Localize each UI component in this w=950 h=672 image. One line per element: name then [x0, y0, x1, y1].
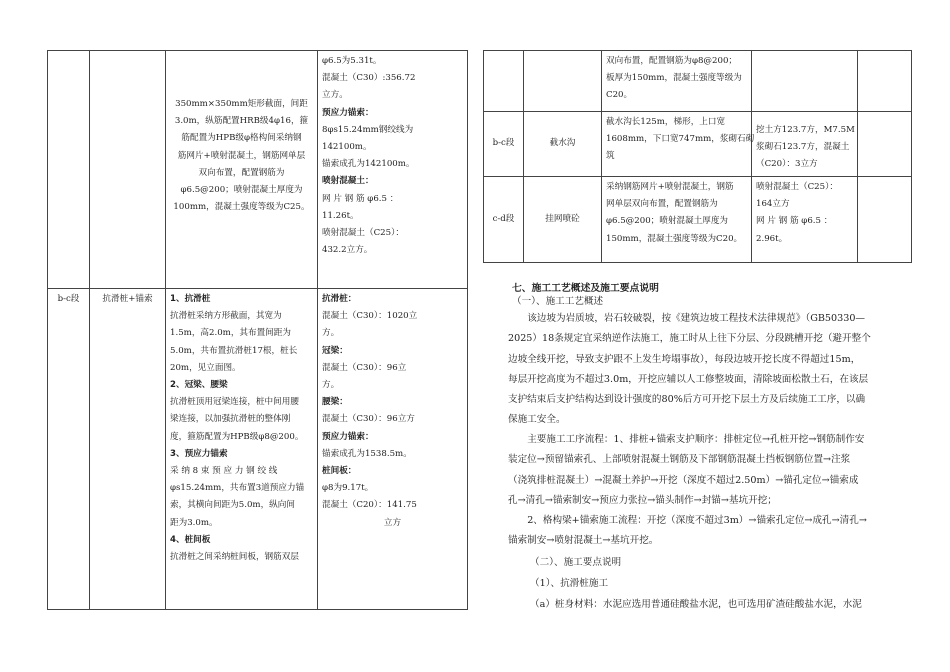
method-line: 3、预应力锚索 [170, 448, 228, 459]
measure-label: 挂网喷砼 [545, 213, 580, 224]
right-table-row-3 [484, 177, 912, 263]
right-row2-qty-cell [752, 112, 858, 177]
right-row2-segment-cell [484, 112, 524, 177]
section-title-text: 七、施工工艺概述及施工要点说明 [512, 283, 659, 294]
method-line: 筋网片+喷射混凝土，钢筋网单层 [177, 150, 306, 161]
right-row1-measure-cell [524, 51, 602, 112]
method-line: 梁连接，以加强抗滑桩的整体刚 [170, 414, 291, 425]
method-line: 1608mm，下口宽747mm，浆砌石砌 [606, 134, 755, 145]
paragraph-line: 每层开挖高度为不超过3.0m，开挖应辅以人工修整坡面，清除坡面松散土石，在该层 [508, 373, 869, 385]
method-line: 索，其横向间距为5.0m，纵向间 [170, 500, 295, 511]
quantity-line: 喷射混凝土： [322, 176, 374, 187]
left-table-row-1 [48, 51, 468, 289]
quantity-line: 方。 [322, 328, 340, 339]
quantity-line: 混凝土（C30）：96立方 [322, 414, 415, 425]
segment-label: b-c段 [492, 138, 515, 149]
quantity-line: 混凝土（C30）:356.72 [322, 73, 416, 84]
method-line: 度，箍筋配置为HPB级φ8@200。 [170, 431, 304, 442]
left-row1-measure-cell [90, 51, 166, 289]
left-row2-method-cell [166, 289, 318, 610]
quantity-line: 冠梁： [322, 345, 348, 356]
quantity-line: 网 片 钢 筋 φ6.5 ： [322, 193, 399, 204]
quantity-line: 锚索成孔为142100m。 [322, 159, 415, 170]
paragraph-line: 支护结束后支护结构达到设计强度的80%后方可开挖下层土方及后续施工工序，以确 [508, 394, 866, 406]
quantity-line: 喷射混凝土（C25）： [756, 182, 838, 192]
method-line: 采纳钢筋网片+喷射混凝土，钢筋 [606, 182, 734, 192]
method-line: φ6.5@200；喷射混凝土厚度为 [180, 185, 303, 196]
method-line: 抗滑桩之间采纳桩间板，钢筋双层 [170, 552, 299, 563]
method-line: 网单层双向布置，配置钢筋为 [606, 199, 718, 210]
method-line: 筋配置为HPB级φ格构间采纳钢 [181, 133, 302, 144]
quantity-line: 预应力锚索： [322, 431, 374, 442]
paragraph-line: 孔→清孔→锚索制安→预应力张拉→锚头制作→封锚→基坑开挖； [508, 494, 777, 506]
segment-label: c-d段 [492, 213, 515, 224]
quantity-line: 网 片 钢 筋 φ6.5 ： [756, 216, 833, 227]
right-row2-method-cell [602, 112, 755, 177]
right-row3-segment-cell [484, 177, 524, 263]
left-row2-measure-cell [90, 289, 166, 610]
paragraph-process-1 [508, 430, 910, 511]
right-row3-extra-cell [858, 177, 912, 263]
method-line: 双向布置，配置钢筋为φ8@200； [606, 56, 738, 66]
measure-label: 抗滑桩+锚索 [102, 294, 153, 304]
method-line: 100mm，混凝土强度等级为C25。 [173, 202, 310, 213]
method-line: 截水沟长125m，梯形，上口宽 [606, 117, 726, 127]
right-table [483, 50, 912, 263]
quantity-line: 桩间板： [322, 466, 357, 477]
method-line: 采 纳 8 束 预 应 力 钢 绞 线 [170, 466, 278, 477]
method-line: φ6.5@200；喷射混凝土厚度为 [606, 216, 729, 227]
method-line: φs15.24mm，共布置3道预应力锚 [170, 483, 305, 494]
subsection-pile-text: （1）、抗滑桩施工 [530, 578, 609, 589]
paragraph-line: （浇筑排桩混凝土）→混凝土养护→开挖（深度不超过2.50m）→锚孔定位→锚索成 [508, 474, 859, 486]
paragraph-pile-material [530, 596, 912, 610]
quantity-line: 预应力锚索： [322, 107, 374, 118]
subsection-overview [512, 293, 603, 307]
right-row1-qty-cell [752, 51, 858, 112]
method-line: 1.5m，高2.0m，其布置间距为 [170, 328, 291, 339]
subsection-overview-text: （一）、施工工艺概述 [512, 296, 604, 307]
right-table-row-1 [484, 51, 912, 112]
quantity-line: 142100m。 [322, 142, 372, 153]
quantity-line: φ6.5为5.31t。 [322, 56, 382, 66]
quantity-line: 腰梁： [322, 397, 348, 408]
quantity-line: 浆砌石123.7方，混凝土 [756, 142, 850, 153]
left-table [47, 50, 468, 610]
method-line: 20m，见立面图。 [170, 362, 241, 373]
segment-label: b-c段 [57, 294, 80, 304]
quantity-line: 方。 [322, 380, 340, 391]
paragraph-overview [508, 309, 910, 431]
method-line: 抗滑桩采纳方形截面，其宽为 [170, 311, 282, 322]
left-row2-segment-cell [48, 289, 90, 610]
quantity-line: 11.26t。 [322, 210, 359, 221]
paragraph-line: 该边坡为岩质坡，岩石较破裂，按《建筑边坡工程技术法律规范》（GB50330— [527, 313, 866, 324]
paragraph-line: 主要施工工序流程：1、排桩+锚索支护顺序：排桩定位→孔桩开挖→钢筋制作安 [527, 434, 865, 445]
quantity-line: 混凝土（C30）：96立 [322, 362, 407, 373]
right-row2-extra-cell [858, 112, 912, 177]
paragraph-line: 锚索制安→喷射混凝土→基坑开挖。 [508, 535, 659, 547]
paragraph-process-2 [508, 511, 910, 552]
quantity-line: 立方。 [322, 90, 348, 101]
method-line: 1、抗滑桩 [170, 294, 211, 304]
method-line: 5.0m，共布置抗滑桩17根，桩长 [170, 345, 298, 356]
subsection-pile [530, 575, 608, 589]
right-row2-measure-cell [524, 112, 602, 177]
quantity-line: 8φs15.24mm钢绞线为 [322, 124, 414, 135]
left-row1-segment-cell [48, 51, 90, 289]
method-line: 2、冠梁、腰梁 [170, 380, 228, 391]
right-row3-method-cell [602, 177, 752, 263]
paragraph-line: 边坡全线开挖，导致支护跟不上发生垮塌事故），每段边坡开挖长度不得超过15m， [508, 353, 861, 365]
right-table-row-2 [484, 112, 912, 177]
quantity-line: 混凝土（C30）：1020立 [322, 311, 418, 322]
method-line: C20。 [606, 90, 633, 101]
quantity-line: φ8为9.17t。 [322, 483, 374, 494]
right-row3-qty-cell [752, 177, 858, 263]
quantity-line: 混凝土（C20）：141.75 [322, 500, 417, 511]
subsection-key-points [530, 554, 621, 568]
right-row1-segment-cell [484, 51, 524, 112]
quantity-line: （C20）：3立方 [756, 159, 818, 170]
quantity-line: 抗滑桩： [322, 294, 357, 304]
method-line: 4、桩间板 [170, 534, 211, 545]
method-line: 150mm，混凝土强度等级为C20。 [606, 233, 743, 244]
quantity-line: 2.96t。 [756, 233, 788, 244]
right-row1-extra-cell [858, 51, 912, 112]
method-line: 抗滑桩顶用冠梁连接，桩中间用腰 [170, 397, 299, 408]
quantity-line: 挖土方123.7方，M7.5M [756, 125, 855, 135]
paragraph-line: 保施工安全。 [508, 414, 566, 426]
measure-label: 截水沟 [549, 138, 576, 149]
paragraph-line: 装定位→预留锚索孔、上部喷射混凝土钢筋及下部钢筋混凝土挡板钢筋位置→注浆 [508, 454, 851, 466]
method-line: 板厚为150mm，混凝土强度等级为 [606, 73, 742, 84]
quantity-line: 164立方 [756, 199, 790, 210]
quantity-line: 喷射混凝土（C25）： [322, 228, 404, 239]
method-line: 筑 [606, 151, 615, 162]
paragraph-line: 2、格构梁+锚索施工流程：开挖（深度不超过3m）→锚索孔定位→成孔→清孔→ [527, 515, 867, 526]
method-line: 双向布置，配置钢筋为 [198, 167, 285, 178]
quantity-line: 432.2立方。 [322, 245, 373, 256]
quantity-line: 锚索成孔为1538.5m。 [322, 448, 412, 459]
left-row1-qty-cell [318, 51, 468, 289]
left-row1-method-cell [166, 51, 318, 289]
right-row3-measure-cell [524, 177, 602, 263]
right-row1-method-cell [602, 51, 752, 112]
method-line: 距为3.0m。 [170, 517, 218, 528]
method-line: 350mm×350mm矩形截面，间距 [175, 99, 308, 109]
left-table-row-2 [48, 289, 468, 610]
paragraph-line: 2025）18条规定宜采纳逆作法施工，施工时从上往下分层、分段跳槽开挖（避开整个 [508, 333, 871, 345]
method-line: 3.0m，纵筋配置HRB级4φ16，箍 [174, 116, 309, 127]
quantity-line: 立方 [383, 517, 402, 528]
left-row2-qty-cell [318, 289, 468, 610]
paragraph-pile-material-text: （a）桩身材料：水泥应选用普通硅酸盐水泥，也可选用矿渣硅酸盐水泥，水泥 [530, 599, 862, 610]
subsection-key-points-text: （二）、施工要点说明 [530, 557, 622, 568]
